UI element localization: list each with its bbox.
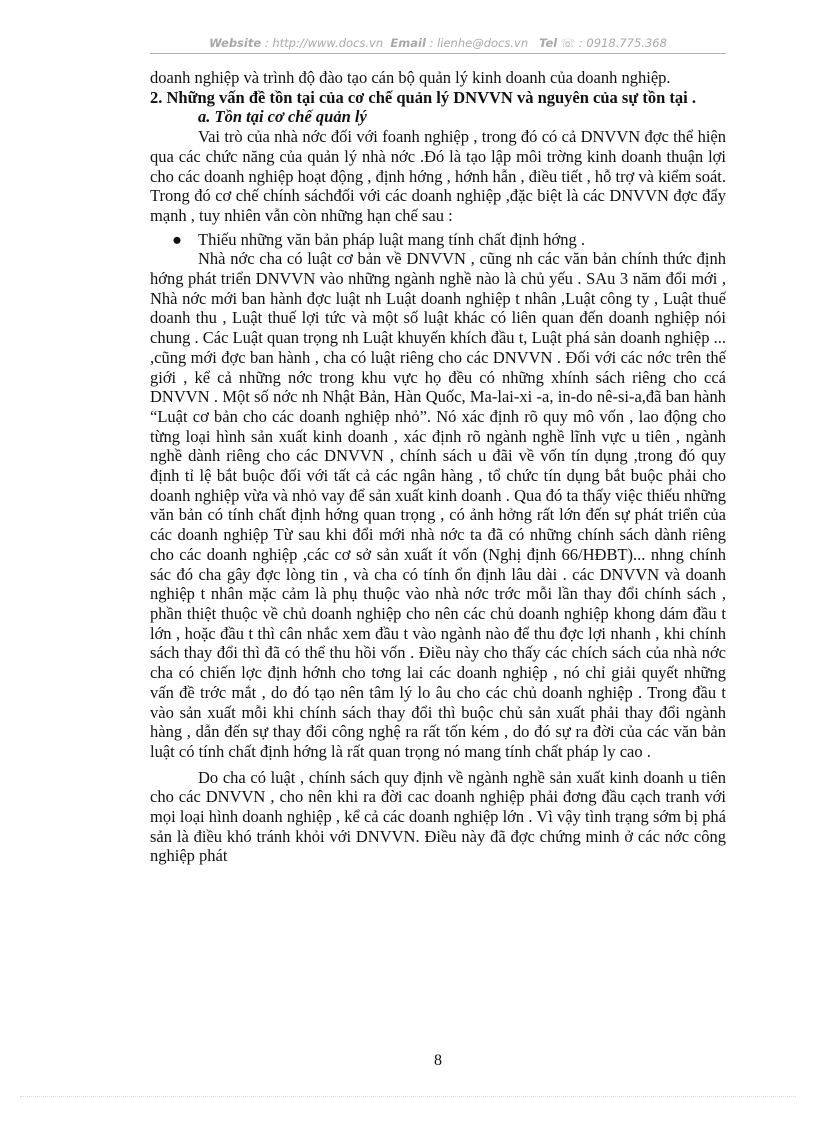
section-heading: 2. Những vấn đề tồn tại của cơ chế quản lý DNVVN và nguyên của sự tồn tại . — [150, 87, 696, 107]
tel-value: : 0918.775.368 — [578, 36, 667, 50]
page-number: 8 — [434, 1052, 442, 1069]
document-body — [150, 68, 726, 866]
phone-icon: ☏ — [560, 36, 576, 50]
website-value: : http://www.docs.vn — [264, 36, 384, 50]
email-label: Email — [390, 36, 426, 50]
page-header — [150, 36, 726, 54]
footer-divider — [20, 1096, 796, 1097]
email-value: : lienhe@docs.vn — [429, 36, 529, 50]
tel-label: Tel — [539, 36, 558, 50]
intro-paragraph: doanh nghiệp và trình độ đào tạo cán bộ quản lý kinh doanh của doanh nghiệp. — [150, 68, 671, 87]
paragraph-3: Do cha có luật , chính sách quy định về ngành nghề sản xuất kinh doanh u tiên cho các DNVVN , cho nên khi ra đời cac doanh nghiệp phải đơng đầu cạch tranh với mọi loại hình doanh nghiệp , kể cả các doanh nghiệp lớn . Vì vậy tình trạng sớm bị phá sản là điều khó tránh khỏi với DNVVN. Điều này đã đợc chứng minh ở các nớc công nghiệp phát — [150, 767, 726, 866]
paragraph-1: Vai trò của nhà nớc đối với foanh nghiệp , trong đó có cả DNVVN đợc thể hiện qua các chức năng của quản lý nhà nớc .Đó là tạo lập môi trờng kinh doanh thuận lợi cho các doanh nghiệp hoạt động , định hớng , hớnh hẫn , điều tiết , hỗ trợ và kiểm soát. Trong đó cơ chế chính sáchđối với các doanh nghiệp ,đặc biệt là các DNVVN đợc đẩy mạnh , tuy nhiên vẫn còn những hạn chế sau : — [150, 127, 726, 225]
website-label: Website — [209, 36, 262, 50]
bullet-text: Thiếu những văn bản pháp luật mang tính chất định hớng . — [198, 229, 586, 249]
subsection-heading: a. Tồn tại cơ chế quản lý — [198, 107, 367, 127]
bullet-icon: ● — [172, 229, 182, 249]
paragraph-2: Nhà nớc cha có luật cơ bản về DNVVN , cũng nh các văn bản chính thức định hớng phát triển DNVVN vào những ngành nghề nào là chủ yếu . SAu 3 năm đổi mới , Nhà nớc mới ban hành đợc luật nh Luật doanh nghiệp t nhân ,Luật công ty , Luật thuế doanh thu , Luật thuế lợi tức và một số luật khác có liên quan đến doanh nghiệp nói chung . Các Luật quan trọng nh Luật khuyến khích đầu t, Luật phá sản doanh nghiệp ... ,cũng mới đợc ban hành , cha có luật riêng cho các DNVVN . Đối với các nớc trên thế giới , kể cả những nớc trong khu vực họ đều có những xhính sách riêng cho ccá DNVVN . Một số nớc nh Nhật Bản, Hàn Quốc, Ma-lai-xi -a, in-do nê-si-a,đã ban hành “Luật cơ bản cho các doanh nghiệp nhỏ”. Nó xác định rõ quy mô vốn , lao động cho từng loại hình sản xuất kinh doanh , xác định rõ ngành nghề lĩnh vực u tiên , ngành nghề dành riêng cho các DNVVN , chính sách u đãi về vốn tín dụng ,trong đó quy định tỉ lệ bắt buộc đối với tất cả các ngân hàng , tổ chức tín dụng bắt buộc phải cho doanh nghiệp vừa và nhỏ vay để sản xuất kinh doanh . Qua đó ta thấy việc thiếu những văn bản có tính chất định hớng quan trọng , có ảnh hởng rất lớn đến sự phát triển của các doanh nghiệp Từ sau khi đổi mới nhà nớc ta đã có những chính sách dành riêng cho các doanh nghiệp ,các cơ sở sản xuất ít vốn (Nghị định 66/HĐBT)... nhng chính sác đó cha gây đợc lòng tin , và cha có tính ổn định lâu dài . các DNVVN và doanh nghiệp t nhân mặc cảm là phụ thuộc vào nhà nớc trớc mỗi lần thay đổi chính sách , phần thiệt thuộc về chủ doanh nghiệp cho nên các chủ doanh nghiệp khong dám đầu t lớn , hoặc đầu t thì cân nhắc xem đầu t vào ngành nào để thu đợc lợi nhanh , khi chính sách thay đổi thì đã có thể thu hồi vốn . Điều này cho thấy các chích sách của nhà nớc cha có chiến lợc định hớnh cho tơng lai các doanh nghiệp , nó chỉ giải quyết những vấn đề trớc mắt , do đó tạo nên tâm lý lo âu cho các chủ doanh nghiệp . Trong đầu t vào sản xuất mỗi khi chính sách thay đổi thì buộc chủ sản xuất phải thay đổi ngành hàng , dẫn đến sự thay đổi công nghệ ra rất tốn kém , do đó sự ra đời của các văn bản luật có tính chất định hớng là rất quan trọng nó mang tính chất pháp ly cao . — [150, 249, 726, 761]
bullet-item — [150, 230, 726, 250]
